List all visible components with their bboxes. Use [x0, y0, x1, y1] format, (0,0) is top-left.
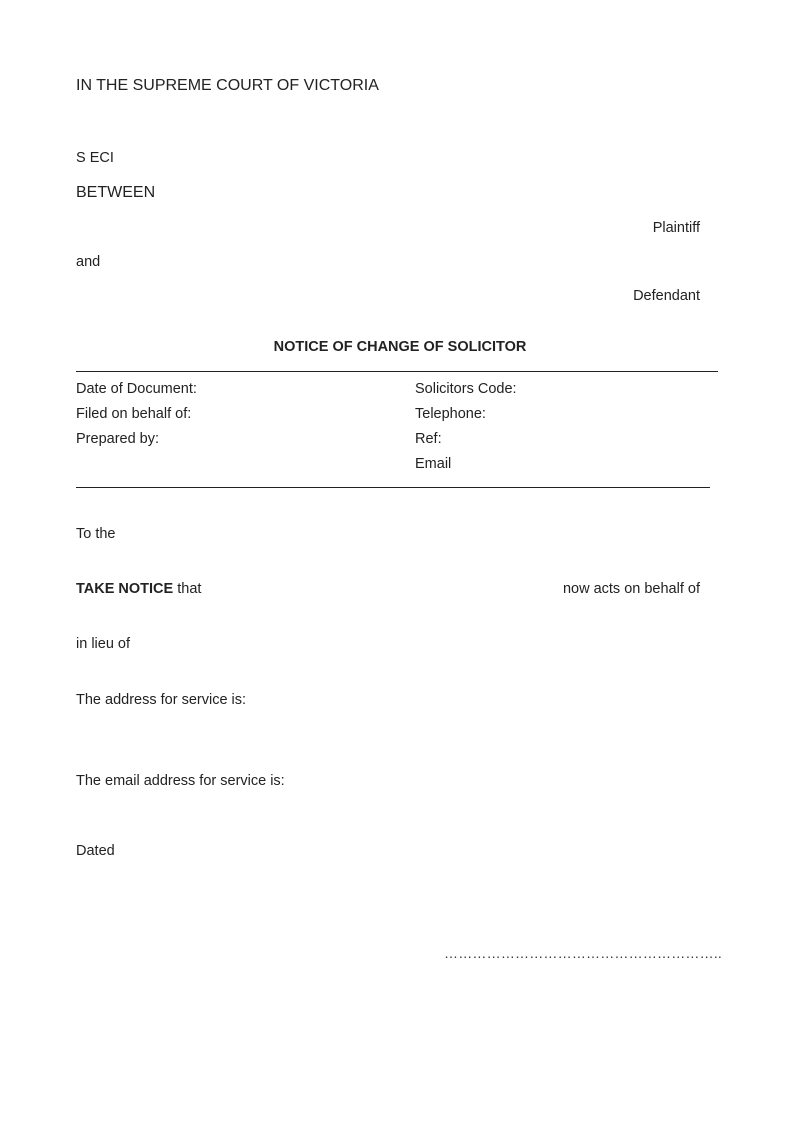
plaintiff-label: Plaintiff: [652, 220, 700, 236]
signature-line: …………………………………………………..: [444, 945, 722, 961]
solicitors-code-label: Solicitors Code:: [415, 381, 517, 397]
to-the-line: To the: [76, 526, 116, 542]
top-divider: [76, 371, 718, 372]
ref-label: Ref:: [415, 431, 442, 447]
prepared-by-label: Prepared by:: [76, 431, 160, 447]
defendant-label: Defendant: [633, 288, 700, 304]
in-lieu-line: in lieu of: [76, 636, 131, 652]
case-number: S ECI: [76, 150, 114, 166]
and-label: and: [76, 254, 101, 270]
address-for-service: The address for service is:: [76, 692, 247, 708]
telephone-label: Telephone:: [415, 406, 486, 422]
take-notice-line: [76, 580, 201, 598]
email-label: Email: [415, 456, 452, 472]
dated-label: Dated: [76, 843, 115, 859]
court-heading: IN THE SUPREME COURT OF VICTORIA: [76, 77, 379, 94]
take-notice-rest: that: [173, 581, 202, 597]
between-label: BETWEEN: [76, 184, 156, 201]
date-of-document-label: Date of Document:: [76, 381, 197, 397]
bottom-divider: [76, 487, 710, 488]
now-acts-text: now acts on behalf of: [562, 581, 700, 597]
take-notice-bold: TAKE NOTICE: [76, 581, 174, 597]
filed-on-behalf-label: Filed on behalf of:: [76, 406, 192, 422]
document-title: NOTICE OF CHANGE OF SOLICITOR: [273, 339, 527, 355]
email-address-for-service: The email address for service is:: [76, 773, 285, 789]
